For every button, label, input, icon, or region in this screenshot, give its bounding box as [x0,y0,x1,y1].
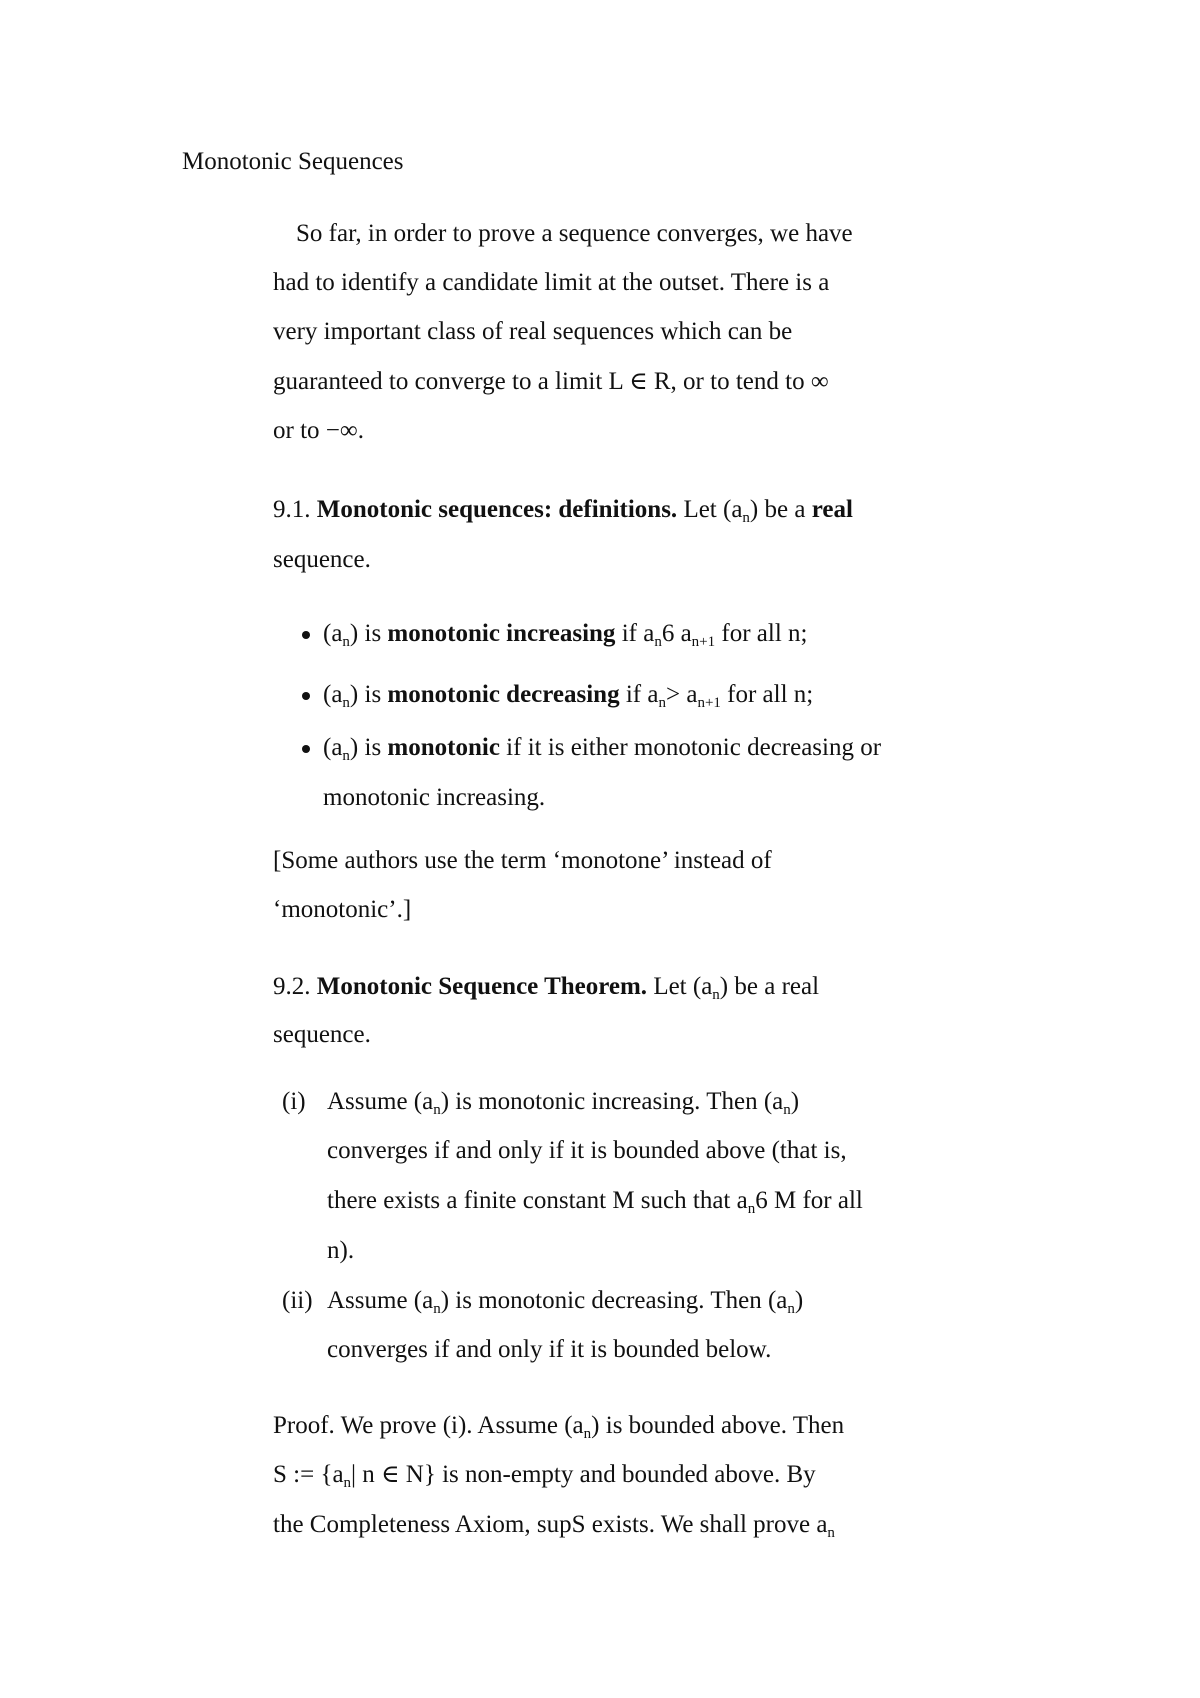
item-cond: if a [621,620,655,647]
theorem-mid: ) be a real [719,973,820,1000]
term-monotonic: monotonic [387,734,500,761]
theorem-heading-line [273,972,819,1002]
theorem-item-i-label: (i) [282,1088,306,1115]
item-end: for all n; [727,681,814,708]
theorem-item-i-line-4: n). [327,1237,355,1264]
intro-line-4: guaranteed to converge to a limit L ∈ R, or to tend to ∞ [273,368,829,395]
definitions-real: real [811,496,853,523]
definitions-let: Let (a [683,496,743,523]
text-span: Assume (a [327,1287,434,1314]
relation-symbol: 6 [661,620,675,647]
item-pre: (a [323,734,343,761]
theorem-item-ii-line-2: converges if and only if it is bounded below. [327,1336,772,1363]
theorem-number: 9.2. [273,973,311,1000]
note-line-2: ‘monotonic’.] [273,896,412,923]
theorem-cont: sequence. [273,1021,371,1048]
subscript-n: n [654,634,662,650]
text-span: ) [794,1287,804,1314]
intro-line-1: So far, in order to prove a sequence converges, we have [296,220,853,247]
subscript-n: n [342,748,350,764]
item-cond-2: a [686,681,698,708]
item-pre: (a [323,681,343,708]
subscript-n: n [343,1475,352,1491]
theorem-item-ii-line-1 [327,1286,803,1316]
theorem-item-ii-label: (ii) [282,1287,313,1314]
item-cond: if a [625,681,659,708]
proof-line-1 [273,1411,844,1441]
subscript-n: n [433,1301,441,1317]
theorem-item-i-line-2: converges if and only if it is bounded above (that is, [327,1137,847,1164]
item-end: for all n; [721,620,808,647]
subscript-n: n [583,1426,592,1442]
subscript-n-plus-1: n+1 [691,634,716,650]
definitions-number: 9.1. [273,496,311,523]
subscript-n: n [787,1301,795,1317]
subscript-n: n [742,510,750,526]
bullet-dot [302,692,310,700]
text-span: there exists a finite constant M such that a [327,1187,748,1214]
text-span: Proof. We prove (i). Assume (a [273,1412,584,1439]
text-span: S := {a [273,1461,344,1488]
note-line-1: [Some authors use the term ‘monotone’ instead of [273,847,772,874]
bullet-item-decreasing [323,680,813,710]
subscript-n: n [658,695,666,711]
bullet-item-monotonic-cont: monotonic increasing. [323,784,546,811]
proof-line-3 [273,1510,835,1540]
theorem-item-i-line-1 [327,1087,799,1117]
definitions-heading-line [273,495,853,525]
theorem-let: Let (a [653,973,713,1000]
page-title: Monotonic Sequences [182,148,404,175]
item-post: ) is [349,620,382,647]
proof-line-2 [273,1460,816,1490]
definitions-mid: ) be a [749,496,806,523]
bullet-dot [302,745,310,753]
intro-line-3: very important class of real sequences which can be [273,318,793,345]
definitions-cont: sequence. [273,546,371,573]
subscript-n: n [712,987,720,1003]
text-span: | n ∈ N} is non-empty and bounded above. By [351,1461,816,1488]
theorem-heading: Monotonic Sequence Theorem. [316,973,648,1000]
text-span: Assume (a [327,1088,434,1115]
subscript-n-plus-1: n+1 [697,695,721,711]
text-span: 6 M for all [755,1187,863,1214]
term-monotonic-increasing: monotonic increasing [387,620,616,647]
theorem-item-i-line-3 [327,1186,863,1216]
bullet-dot [302,631,310,639]
text-span: ) [790,1088,800,1115]
term-monotonic-decreasing: monotonic decreasing [387,681,620,708]
subscript-n: n [433,1102,441,1118]
bullet-item-increasing [323,619,807,649]
bullet-item-monotonic [323,733,881,763]
item-cond-2: a [680,620,692,647]
text-span: ) is monotonic increasing. Then (a [440,1088,784,1115]
item-rest: if it is either monotonic decreasing or [506,734,882,761]
text-span: ) is bounded above. Then [591,1412,845,1439]
subscript-n: n [783,1102,791,1118]
item-post: ) is [349,734,382,761]
text-span: ) is monotonic decreasing. Then (a [440,1287,788,1314]
subscript-n: n [827,1525,835,1541]
subscript-n: n [747,1201,756,1217]
subscript-n: n [342,634,350,650]
intro-line-2: had to identify a candidate limit at the outset. There is a [273,269,830,296]
intro-line-5: or to −∞. [273,417,364,444]
item-post: ) is [349,681,382,708]
text-span: the Completeness Axiom, supS exists. We shall prove a [273,1511,828,1538]
relation-symbol: > [665,681,681,708]
subscript-n: n [342,695,350,711]
item-pre: (a [323,620,343,647]
definitions-heading: Monotonic sequences: definitions. [316,496,678,523]
